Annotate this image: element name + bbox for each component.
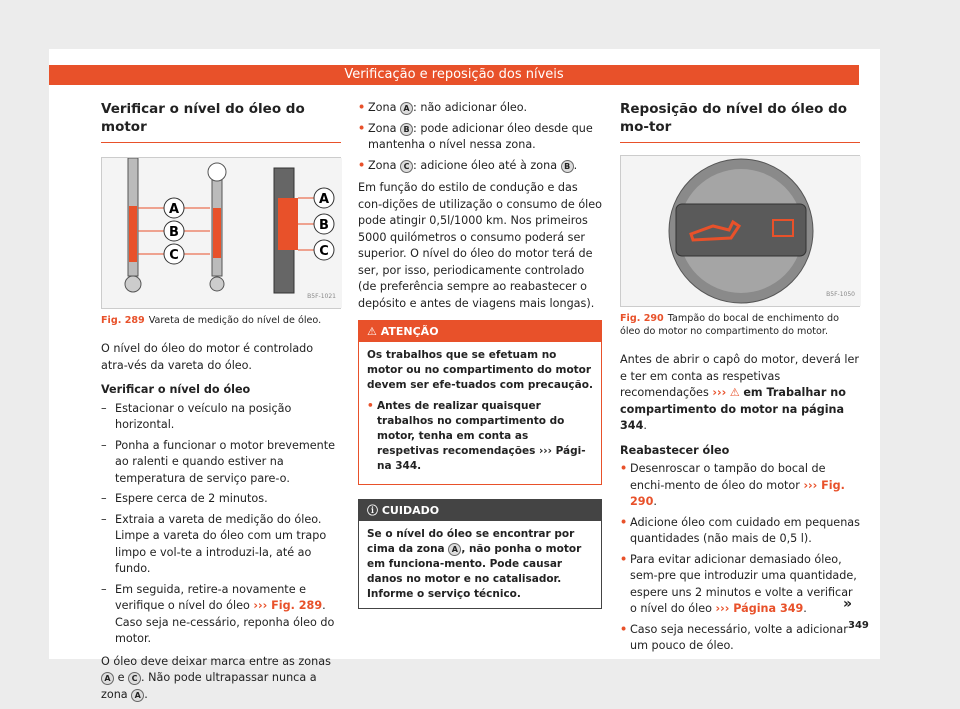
zone-badge: C (400, 160, 413, 173)
consumption-paragraph: Em função do estilo de condução e das con-dições de utilização o consumo de óleo pode atingir 0,5l/1000 km. Nos primeiros 5000 quilómetros o consumo poderá ser superior. O nível do óleo do motor terá de ser, por isso, periodicamente controlado (de preferência sempre ao reabastecer o depósito e antes de viagens mais longas). (358, 181, 603, 310)
zone-text: : não adicionar óleo. (413, 101, 528, 114)
figure-caption (620, 312, 860, 338)
zone-pre: Zona (368, 158, 397, 172)
subheading-check: Verificar o nível do óleo (101, 383, 251, 396)
caution-text: Se o nível do óleo se encontrar por cima da zona (367, 528, 575, 555)
refill-item: • Caso seja necessário, volte a adicionar um pouco de óleo. (620, 622, 860, 655)
zone-item (358, 100, 602, 117)
section-header: Verificação e reposição dos níveis (49, 65, 859, 85)
zone-text: : pode adicionar óleo desde que mantenha o nível nessa zona. (368, 121, 593, 151)
paragraph-end: . (643, 419, 647, 432)
warning-header (359, 321, 601, 342)
step-item (101, 582, 341, 648)
step-item: – Extraia a vareta de medição do óleo. Limpe a vareta do óleo com um trapo limpo e vol-te a introduzi-la, até ao fundo. (101, 512, 341, 578)
ref-arrow: ››› (712, 386, 727, 399)
continue-arrow: » (843, 596, 853, 612)
link-fig-290[interactable]: ››› Fig. 290 (630, 478, 845, 508)
link-page-344[interactable]: em Trabalhar no compartimento do motor na página 344 (620, 386, 846, 432)
heading-check-oil: Verificar o nível do óleo do motor (101, 100, 341, 143)
step-item: – Espere cerca de 2 minutos. (101, 491, 341, 508)
warning-box (358, 320, 602, 485)
caution-title: CUIDADO (381, 504, 440, 517)
link-fig-289[interactable]: ››› Fig. 289 (253, 599, 323, 612)
figure-caption (101, 314, 341, 327)
oil-cap-illustration (621, 156, 861, 306)
figure-number: Fig. 289 (101, 315, 145, 326)
zone-badge-c: C (128, 672, 141, 685)
fig-label-a2: A (318, 192, 330, 207)
figure-code: B5F-1021 (307, 292, 336, 300)
zone-text: : adicione óleo até à zona (413, 158, 558, 172)
caution-body (359, 521, 601, 608)
zone-pre: Zona (368, 121, 397, 135)
refill-text-end: . (653, 495, 657, 508)
zone-item: • Zona C : adicione óleo até à zona B . (358, 158, 602, 175)
steps-list (101, 401, 341, 648)
outro-text-and: e (117, 671, 125, 684)
zone-badge-a: A (131, 689, 144, 702)
link-page-349[interactable]: ››› Página 349 (715, 602, 804, 615)
intro-paragraph: O nível do óleo do motor é controlado atra-vés da vareta do óleo. (101, 342, 314, 372)
zone-badge: B (561, 160, 574, 173)
warning-title: ATENÇÃO (380, 325, 439, 338)
refill-text: Para evitar adicionar demasiado óleo, sem-pre que introduzir uma quantidade, espere uns 2 minutos e volte a verificar o nível do óleo (630, 552, 857, 615)
caution-text-end: , não ponha o motor em funciona-mento. Pode causar danos no motor e no catalisador. Informe o serviço técnico. (367, 543, 582, 600)
step5-text: Em seguida, retire-a novamente e verifique o nível do óleo (115, 582, 307, 612)
refill-text-end: . (803, 602, 807, 615)
zone-badge: A (400, 102, 413, 115)
pre-open-paragraph (620, 352, 860, 435)
figure-caption-text: Vareta de medição do nível de óleo. (148, 315, 322, 326)
refill-item (620, 461, 860, 511)
column-middle (358, 100, 602, 609)
warning-icon: ⚠ (367, 325, 377, 338)
refill-item (620, 552, 860, 618)
caution-header (359, 500, 601, 521)
column-left (101, 100, 341, 709)
paragraph-text: Antes de abrir o capô do motor, deverá ler e ter em conta as respetivas recomendações (620, 353, 859, 399)
refill-text: Desenroscar o tampão do bocal de enchi-mento de óleo do motor (630, 462, 826, 492)
fig-label-b2: B (319, 218, 329, 233)
figure-number: Fig. 290 (620, 313, 664, 324)
caution-box (358, 499, 602, 609)
dipstick-illustration (102, 158, 342, 308)
step-item: – Estacionar o veículo na posição horizontal. (101, 401, 341, 434)
fig-label-b1: B (169, 225, 179, 240)
column-right (620, 100, 860, 659)
page-number: 349 (848, 620, 869, 631)
caution-icon: ⓘ (367, 504, 378, 517)
outro-text-end: . Não pode ultrapassar nunca a zona (101, 671, 317, 701)
figure-dipstick (101, 157, 341, 309)
step5-text-end: . Caso seja ne-cessário, reponha óleo do motor. (115, 599, 335, 645)
zone-badge: B (400, 123, 413, 136)
zone-badge-a: A (101, 672, 114, 685)
warning-body (359, 342, 601, 484)
outro-text: O óleo deve deixar marca entre as zonas (101, 654, 331, 668)
fig-label-a1: A (168, 202, 180, 217)
figure-code: B5F-1050 (826, 290, 855, 298)
figure-oil-cap (620, 155, 860, 307)
warning-bullet: • Antes de realizar quaisquer trabalhos no compartimento do motor, tenha em conta as respetivas recomendações ››› Pági-na 344. (367, 399, 593, 474)
refill-item: • Adicione óleo com cuidado em pequenas quantidades (não mais de 0,5 l). (620, 515, 860, 548)
warning-text: Os trabalhos que se efetuam no motor ou no compartimento do motor devem ser efe-tuados com precaução. (367, 349, 593, 391)
step-item: – Ponha a funcionar o motor brevemente ao ralenti e quando estiver na temperatura de serviço pare-o. (101, 438, 341, 488)
fig-label-c1: C (169, 248, 179, 263)
zone-item (358, 121, 602, 154)
zone-pre: Zona (368, 101, 397, 114)
figure-caption-text: Tampão do bocal de enchimento do óleo do motor no compartimento do motor. (620, 313, 839, 337)
zone-badge-a: A (448, 543, 461, 556)
warning-icon: ⚠ (729, 386, 740, 399)
outro-paragraph: O óleo deve deixar marca entre as zonas A e C . Não pode ultrapassar nunca a zona A . (101, 654, 331, 701)
fig-label-c2: C (319, 244, 329, 259)
subheading-refill: Reabastecer óleo (620, 443, 730, 457)
heading-refill-oil: Reposição do nível do óleo do mo-tor (620, 100, 860, 143)
